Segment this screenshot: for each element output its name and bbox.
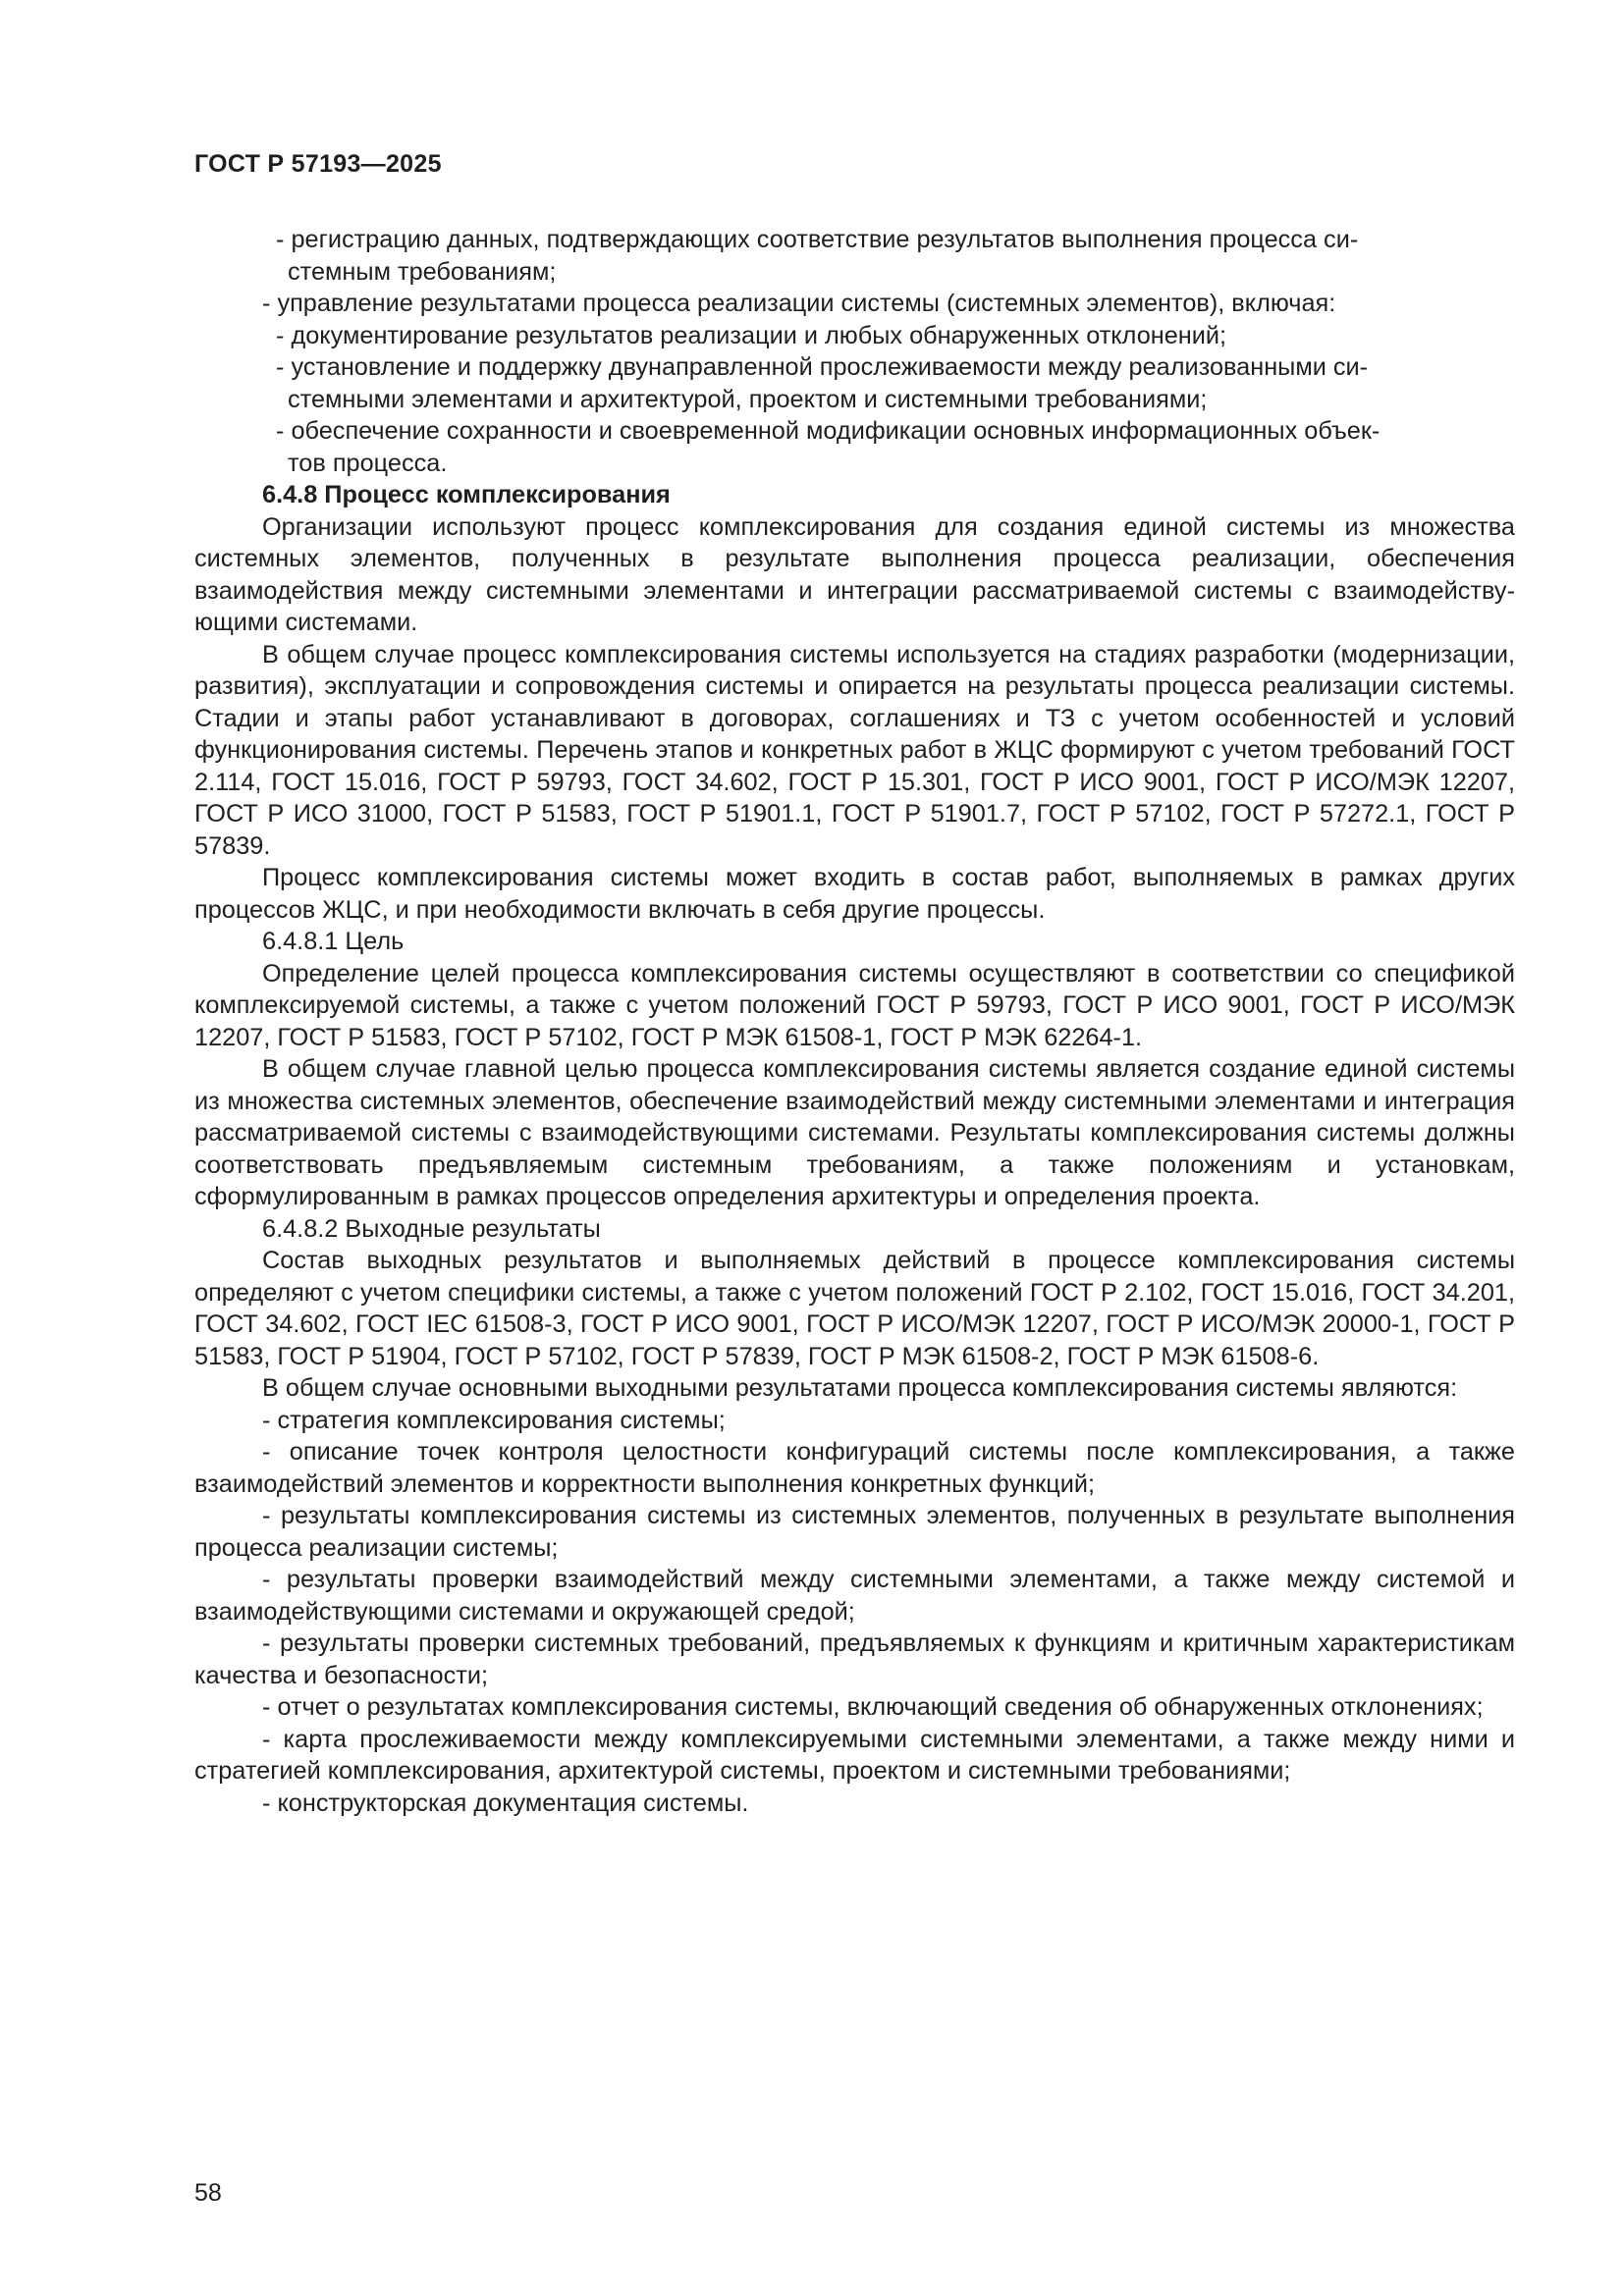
- paragraph: В общем случае главной целью процесса комплексирования системы является создание единой системы из множества системных элементов, обеспечение взаимодействий между системными элементами и интеграция рассматриваемой системы с взаимодействующими системами. Результаты комплексирования системы должны соответствовать предъявляемым системным требованиям, а также положениям и установкам, сформулированным в рамках процессов определения архитектуры и определения проекта.: [194, 1055, 1515, 1210]
- paragraph: Организации используют процесс комплексирования для создания единой системы из множества системных элементов, полученных в результате выполнения процесса реализации, обеспечения взаимодействия между системными элементами и интеграции рассматриваемой системы с взаимодействующими системами.: [194, 512, 1515, 636]
- list-item: - обеспечение сохранности и своевременной модификации основных информационных объек- тов процесса.: [276, 417, 1380, 477]
- list-item: - управление результатами процесса реализации системы (системных элементов), включая:: [262, 290, 1336, 317]
- page-content: [194, 224, 1515, 1819]
- section-heading: 6.4.8 Процесс комплексирования: [262, 481, 671, 508]
- list-item: - описание точек контроля целостности конфигураций системы после комплексирования, а также взаимодействий элементов и корректности выполнения конкретных функций;: [194, 1438, 1515, 1498]
- page-number: 58: [194, 2179, 222, 2207]
- subsection-title: 6.4.8.2 Выходные результаты: [262, 1214, 601, 1243]
- list-item: - стратегия комплексирования системы;: [262, 1406, 726, 1434]
- paragraph: Процесс комплексирования системы может входить в состав работ, выполняемых в рамках других процессов ЖЦС, и при необходимости включать в себя другие процессы.: [194, 864, 1515, 924]
- list-item: - результаты проверки взаимодействий между системными элементами, а также между системой и взаимодействующими системами и окружающей средой;: [194, 1566, 1515, 1626]
- paragraph: В общем случае основными выходными результатами процесса комплексирования системы являются:: [262, 1374, 1458, 1402]
- list-item: - карта прослеживаемости между комплексируемыми системными элементами, а также между ними и стратегией комплексирования, архитектурой системы, проектом и системными требованиями;: [194, 1725, 1515, 1785]
- paragraph: Определение целей процесса комплексирования системы осуществляют в соответствии со спецификой комплексируемой системы, а также с учетом положений ГОСТ Р 59793, ГОСТ Р ИСО 9001, ГОСТ Р ИСО/МЭК 12207, ГОСТ Р 51583, ГОСТ Р 57102, ГОСТ Р МЭК 61508-1, ГОСТ Р МЭК 62264-1.: [194, 959, 1515, 1051]
- list-item: - результаты комплексирования системы из системных элементов, полученных в результате выполнения процесса реализации системы;: [194, 1502, 1515, 1562]
- document-header: ГОСТ Р 57193—2025: [194, 150, 442, 178]
- subsection-title: 6.4.8.1 Цель: [262, 928, 405, 955]
- list-item: - конструкторская документация системы.: [262, 1789, 749, 1817]
- list-item: - документирование результатов реализации и любых обнаруженных отклонений;: [276, 321, 1227, 349]
- list-item: - результаты проверки системных требований, предъявляемых к функциям и критичным характеристикам качества и безопасности;: [194, 1629, 1515, 1689]
- list-item: - отчет о результатах комплексирования системы, включающий сведения об обнаруженных отклонениях;: [262, 1693, 1484, 1721]
- paragraph: В общем случае процесс комплексирования системы используется на стадиях разработки (модернизации, развития), эксплуатации и сопровождения системы и опирается на результаты процесса реализации системы. Стадии и этапы работ устанавливают в договорах, соглашениях и ТЗ с учетом особенностей и условий функционирования системы. Перечень этапов и конкретных работ в ЖЦС формируют с учетом требований ГОСТ 2.114, ГОСТ 15.016, ГОСТ Р 59793, ГОСТ 34.602, ГОСТ Р 15.301, ГОСТ Р ИСО 9001, ГОСТ Р ИСО/МЭК 12207, ГОСТ Р ИСО 31000, ГОСТ Р 51583, ГОСТ Р 51901.1, ГОСТ Р 51901.7, ГОСТ Р 57102, ГОСТ Р 57272.1, ГОСТ Р 57839.: [194, 640, 1515, 860]
- list-item: - регистрацию данных, подтверждающих соответствие результатов выполнения процесса си- стемным требованиям;: [276, 226, 1359, 286]
- paragraph: Состав выходных результатов и выполняемых действий в процессе комплексирования системы определяют с учетом специфики системы, а также с учетом положений ГОСТ Р 2.102, ГОСТ 15.016, ГОСТ 34.201, ГОСТ 34.602, ГОСТ IEC 61508-3, ГОСТ Р ИСО 9001, ГОСТ Р ИСО/МЭК 12207, ГОСТ Р ИСО/МЭК 20000-1, ГОСТ Р 51583, ГОСТ Р 51904, ГОСТ Р 57102, ГОСТ Р 57839, ГОСТ Р МЭК 61508-2, ГОСТ Р МЭК 61508-6.: [194, 1247, 1515, 1370]
- list-item: - установление и поддержку двунаправленной прослеживаемости между реализованными си- стемными элементами и архитектурой, проектом и системными требованиями;: [276, 353, 1369, 413]
